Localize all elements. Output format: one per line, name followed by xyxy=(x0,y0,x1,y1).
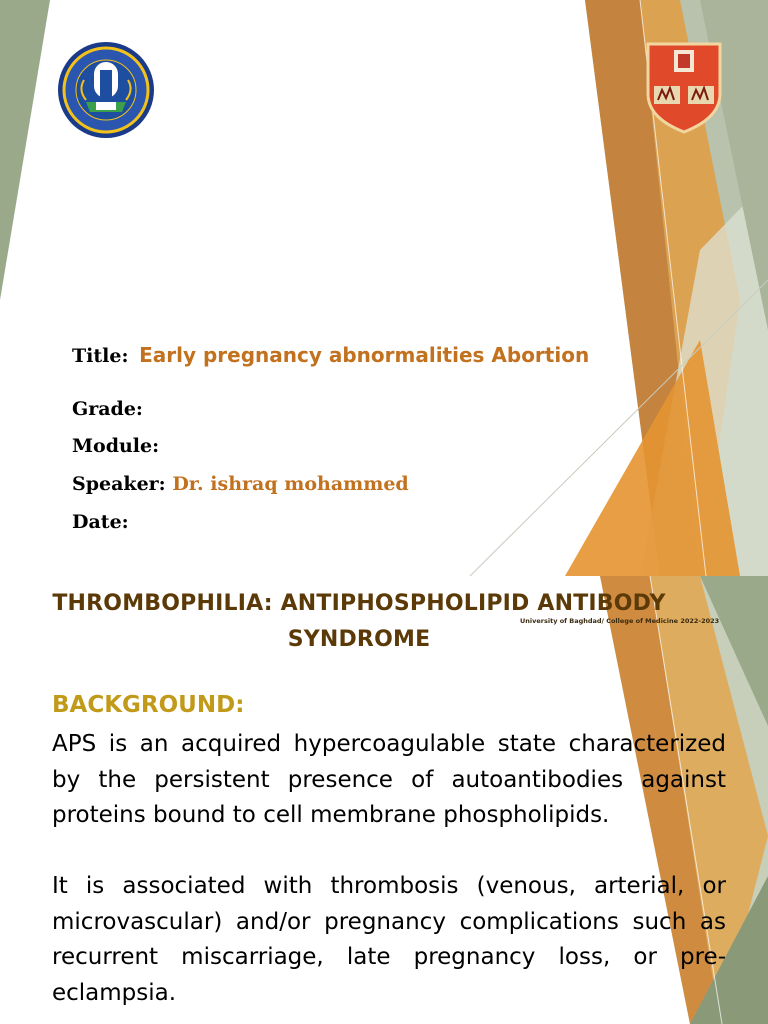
title-value: Early pregnancy abnormalities Abortion xyxy=(139,343,590,367)
footer-credit: University of Baghdad/ College of Medicine 2022-2023 xyxy=(520,617,720,625)
title-field xyxy=(72,343,589,367)
speaker-label: Speaker: xyxy=(72,473,166,495)
title-label: Title: xyxy=(72,345,129,367)
section-label: BACKGROUND: xyxy=(52,692,245,718)
content-slide xyxy=(0,576,768,1024)
slide-heading: THROMBOPHILIA: ANTIPHOSPHOLIPID ANTIBODY SYNDROME xyxy=(52,591,666,652)
grade-field xyxy=(72,398,143,420)
grade-label: Grade: xyxy=(72,398,143,420)
module-field xyxy=(72,435,159,457)
date-field xyxy=(72,511,129,533)
background-paragraph-1: APS is an acquired hypercoagulable state characterized by the persistent presence of autoantibodies against proteins bound to cell membrane phospholipids. xyxy=(52,731,726,828)
speaker-field xyxy=(72,473,409,495)
college-shield-logo xyxy=(640,38,728,136)
university-seal-logo xyxy=(56,40,156,140)
speaker-value: Dr. ishraq mohammed xyxy=(172,473,409,495)
module-label: Module: xyxy=(72,435,160,457)
date-label: Date: xyxy=(72,511,129,533)
background-paragraph-2: It is associated with thrombosis (venous, arterial, or microvascular) and/or pregnancy complications such as recurrent miscarriage, late pregnancy loss, or pre-eclampsia. xyxy=(52,873,726,1006)
